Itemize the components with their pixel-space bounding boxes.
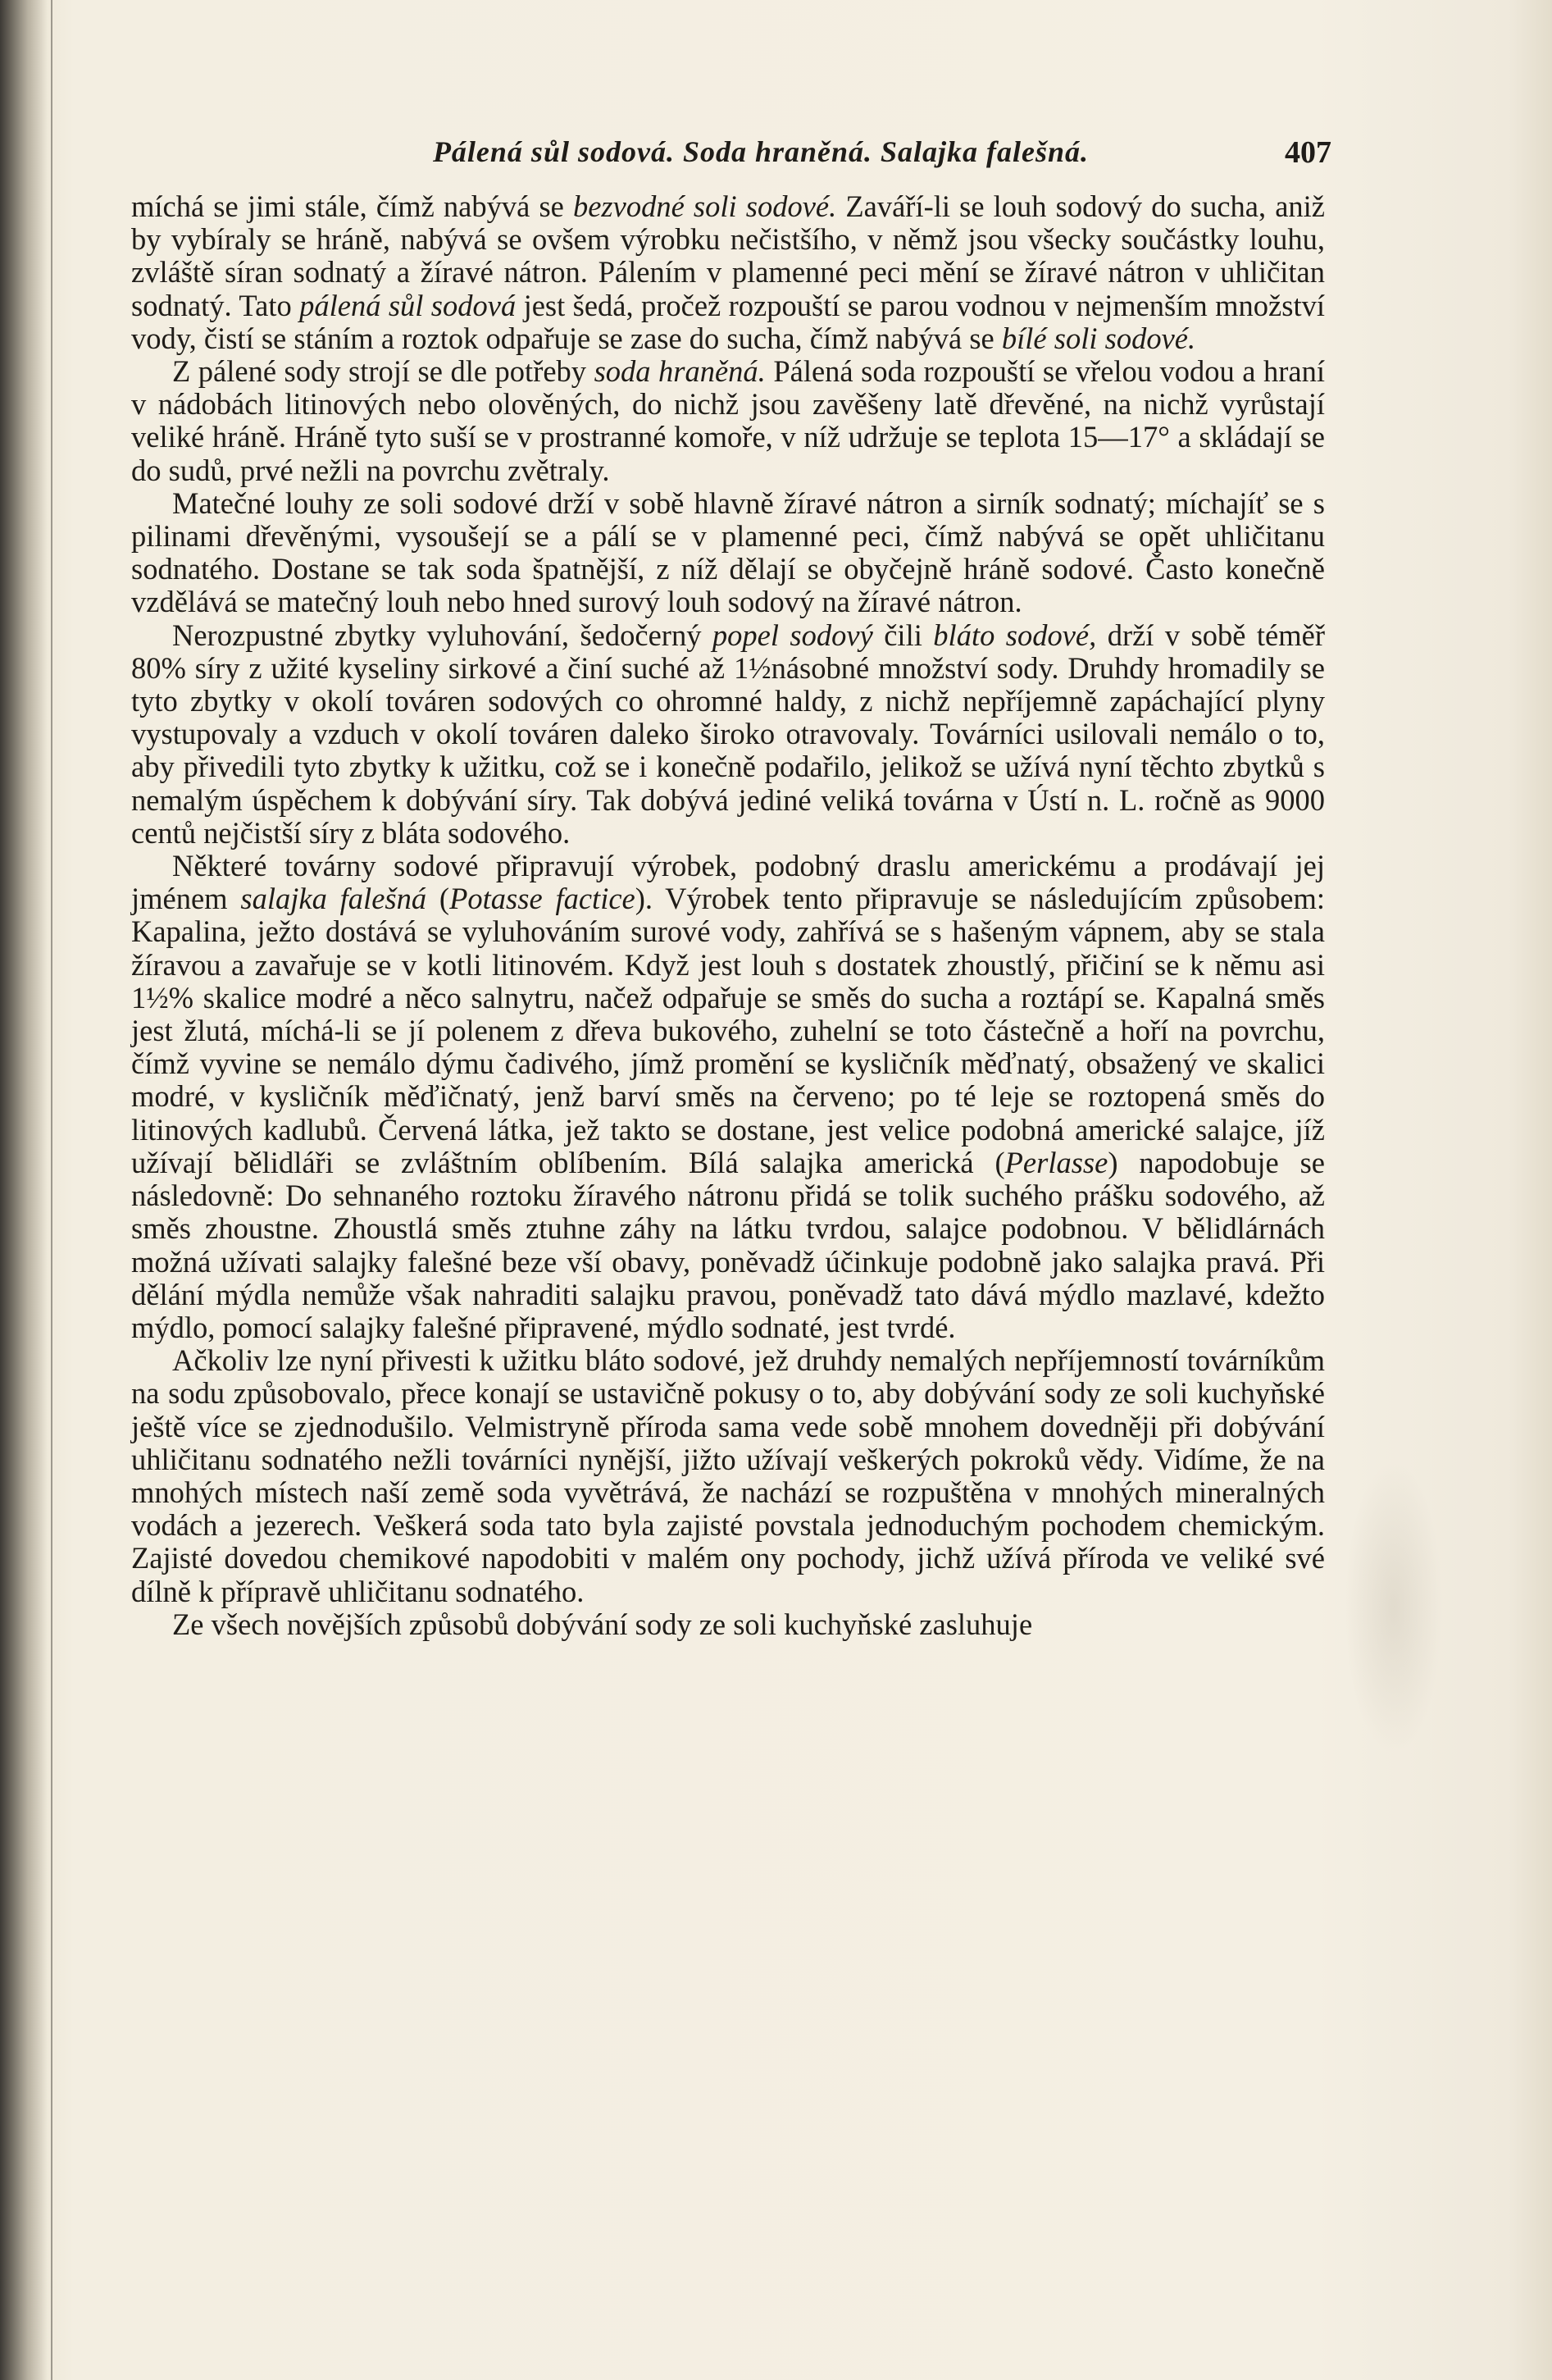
- italic-term: pálená sůl sodová: [299, 288, 517, 322]
- italic-term: salajka falešná: [240, 882, 427, 916]
- binding-edge-line: [51, 0, 52, 2380]
- text-run: Zaváří-li se louh sodový do sucha, aniž by vybíraly se hráně, nabývá se ovšem výrobku nečistšího, v němž jsou všecky součástky louhu, zvláště síran sodnatý a žíravé nátron. Pálením v plamenné peci mění se žíravé nátron v uhličitan sodnatý. Tato: [131, 189, 1325, 322]
- text-run: Nerozpustné zbytky vyluhování, šedočerný: [172, 618, 712, 652]
- italic-term: Perlasse: [1004, 1145, 1108, 1179]
- text-run: čili: [872, 618, 934, 652]
- paragraph: [131, 850, 1325, 1344]
- text-run: Některé továrny sodové připravují výrobek, podobný draslu americkému a prodávají jej jménem: [131, 849, 1325, 916]
- body-text: [131, 190, 1325, 1641]
- paragraph: [131, 1608, 1325, 1641]
- text-run: Ačkoliv lze nyní přivesti k užitku bláto sodové, jež druhdy nemalých nepříjemností továrníkům na sodu způsobovalo, přece konají se ustavičně pokusy o to, aby dobývání sody ze soli kuchyňské ještě více se zjednodušilo. Velmistryně příroda sama vede sobě mnohem dovedněji při dobývání uhličitanu sodnatého nežli továrníci nynější, jižto užívají veškerých pokroků vědy. Vidíme, že na mnohých místech naší země soda vyvětrává, že nachází se rozpuštěna v mnohých mineralných vodách a jezerech. Veškerá soda tato byla zajisté povstala jednoduchým pochodem chemickým. Zajisté dovedou chemikové napodobiti v malém ony pochody, jichž užívá příroda ve veliké své dílně k přípravě uhličitanu sodnatého.: [131, 1343, 1325, 1608]
- paragraph: [131, 355, 1325, 487]
- italic-term: Potasse factice: [449, 882, 635, 916]
- paragraph: [131, 1344, 1325, 1608]
- book-page: [131, 130, 1331, 1641]
- paragraph: [131, 619, 1325, 850]
- text-run: Z pálené sody strojí se dle potřeby: [172, 354, 594, 389]
- italic-term: popel sodový: [712, 618, 873, 652]
- text-run: Pálená soda rozpouští se vřelou vodou a hraní v nádobách litinových nebo olověných, do nichž jsou zavěšeny latě dřevěné, na nichž vyrůstají veliké hráně. Hráně tyto suší se v prostranné komoře, v níž udržuje se teplota 15—17° a skládají se do sudů, prvé nežli na povrchu zvětraly.: [131, 354, 1325, 487]
- page-number: 407: [1285, 135, 1331, 170]
- italic-term: bílé soli sodové.: [1001, 321, 1196, 355]
- paragraph: [131, 487, 1325, 619]
- italic-term: bláto sodové,: [933, 618, 1097, 652]
- running-head: [131, 130, 1331, 176]
- italic-term: bezvodné soli sodové.: [572, 189, 837, 223]
- text-run: jest šedá, pročež rozpouští se parou vodnou v nejmenším množství vody, čistí se stáním a roztok odpařuje se zase do sucha, čímž nabývá se: [131, 288, 1325, 355]
- text-run: Ze všech novějších způsobů dobývání sody ze soli kuchyňské zasluhuje: [172, 1607, 1033, 1641]
- text-run: Matečné louhy ze soli sodové drží v sobě hlavně žíravé nátron a sirník sodnatý; míchajíť se s pilinami dřevěnými, vysoušejí se a pálí se v plamenné peci, čímž nabývá se opět uhličitanu sodnatého. Dostane se tak soda špatnější, z níž dělají se obyčejně hráně sodové. Často konečně vzdělává se matečný louh nebo hned surový louh sodový na žíravé nátron.: [131, 486, 1325, 619]
- text-run: ) napodobuje se následovně: Do sehnaného roztoku žíravého nátronu přidá se tolik suchého prášku sodového, až směs zhoustne. Zhoustlá směs ztuhne záhy na látku tvrdou, salajce podobnou. V bělidlárnách možná užívati salajky falešné beze vší obavy, poněvadž účinkuje podobně jako salajka pravá. Při dělání mýdla nemůže však nahraditi salajku pravou, poněvadž tato dává mýdlo mazlavé, kdežto mýdlo, pomocí salajky falešné připravené, mýdlo sodnaté, jest tvrdé.: [131, 1145, 1325, 1344]
- text-run: drží v sobě téměř 80% síry z užité kyseliny sirkové a činí suché až 1½násobné množství sody. Druhdy hromadily se tyto zbytky v okolí továren sodových co ohromné haldy, z nichž nepříjemně zapáchající plyny vystupovaly a vzduch v okolí továren daleko široko otravovaly. Továrníci usilovali nemálo o to, aby přivedili tyto zbytky k užitku, což se i konečně podařilo, jelikož se užívá nyní těchto zbytků s nemalým úspěchem k dobývání síry. Tak dobývá jediné veliká továrna v Ústí n. L. ročně as 9000 centů nejčistší síry z bláta sodového.: [131, 618, 1325, 850]
- italic-term: soda hraněná.: [594, 354, 766, 389]
- running-title: Pálená sůl sodová. Soda hraněná. Salajka falešná.: [432, 135, 1090, 168]
- text-run: ). Výrobek tento připravuje se následujícím způsobem: Kapalina, ježto dostává se vyluhováním surové vody, zahřívá se s hašeným vápnem, aby se stala žíravou a zavařuje se v kotli litinovém. Když jest louh s dostatek zhoustlý, přičiní se k němu asi 1½% skalice modré a něco salnytru, načež odpařuje se směs do sucha a roztápí se. Kapalná směs jest žlutá, míchá-li se jí polenem z dřeva bukového, zuhelní se toto částečně a hoří na povrchu, čímž vyvine se nemálo dýmu čadivého, jímž promění se kysličník měďnatý, obsažený ve skalici modré, v kysličník měďičnatý, jenž barví směs na červeno; po té leje se roztopená směs do litinových kadlubů. Červená látka, jež takto se dostane, jest velice podobná americké salajce, jíž užívají bělidláři se zvláštním oblíbením. Bílá salajka americká (: [131, 882, 1326, 1179]
- book-binding-shadow: [0, 0, 48, 2380]
- text-run: (: [426, 882, 450, 916]
- paper-stain: [1345, 1460, 1443, 1755]
- text-run: míchá se jimi stále, čímž nabývá se: [131, 189, 573, 223]
- paragraph: [131, 190, 1325, 355]
